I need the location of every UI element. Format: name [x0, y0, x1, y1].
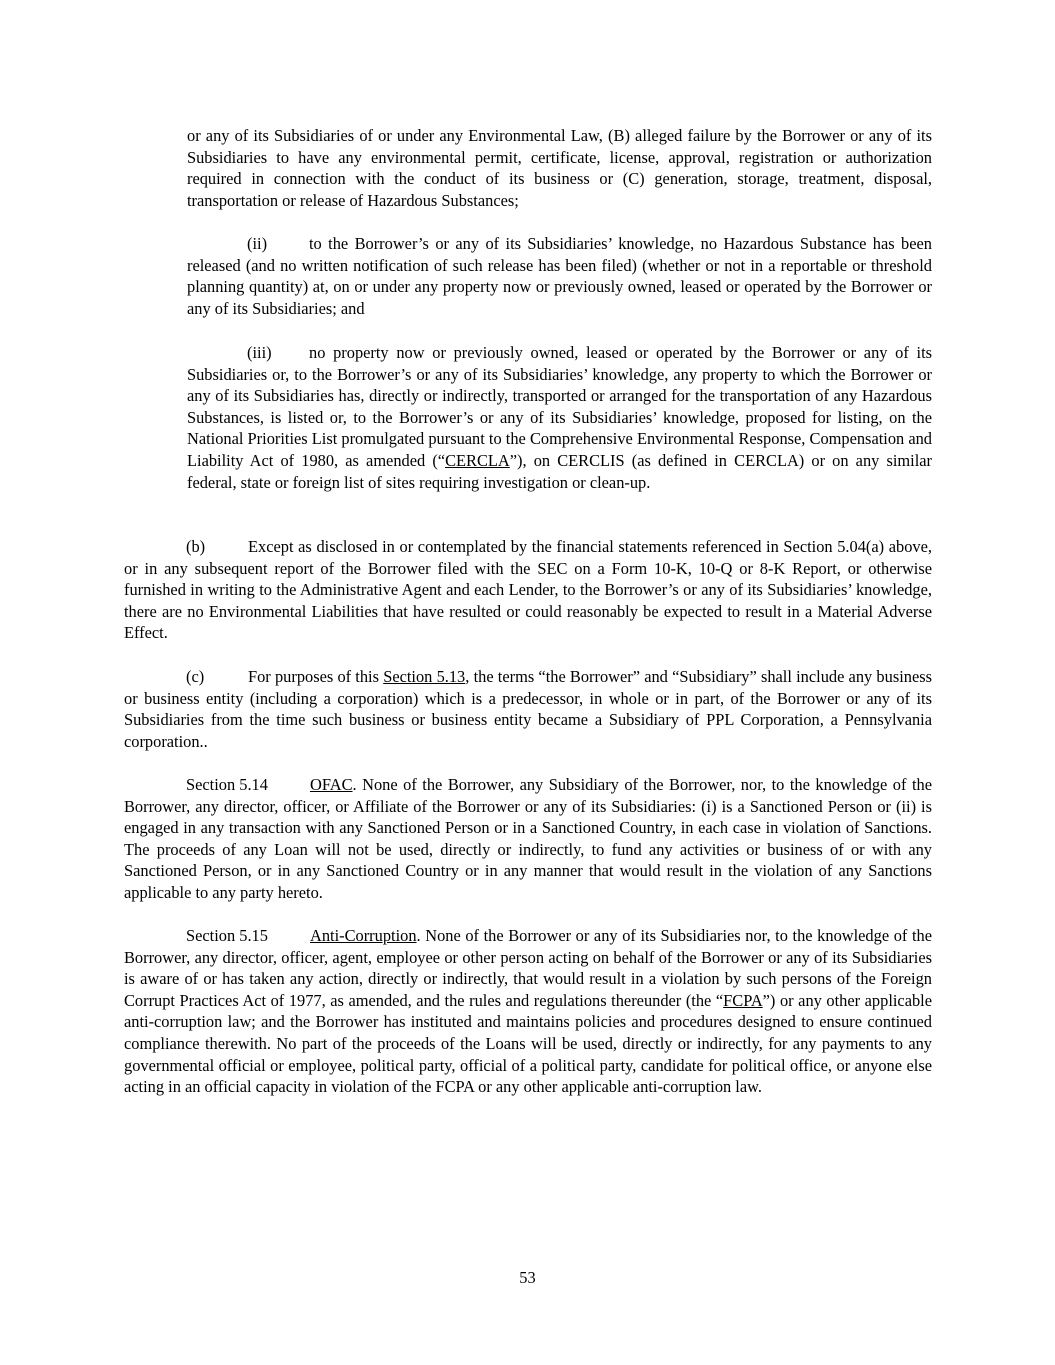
clause-ii-text: to the Borrower’s or any of its Subsidiaries’ knowledge, no Hazardous Substance has been released (and no written notification of such release has been filed) (whether or not in a reportable or threshold planning quantity) at, on or under any property now or previously owned, leased or operated by the Borrower or any of its Subsidiaries; and: [187, 234, 932, 318]
fcpa-defined-term: FCPA: [723, 990, 763, 1010]
section-5-14: [124, 774, 932, 904]
clause-iii-label: (iii): [247, 343, 272, 362]
section-5-15-text-before: . None of the Borrower or any of its Subsidiaries nor, to the knowledge of the Borrower, any director, officer, agent, employee or other person acting on behalf of the Borrower or any of its Subsidiaries is aware of or has taken any action, directly or indirectly, that would result in a violation by such persons of the Foreign Corrupt Practices Act of 1977, as amended, and the rules and regulations thereunder (the “: [124, 926, 932, 1010]
clause-b-label: (b): [186, 537, 206, 556]
clause-c: [124, 666, 932, 752]
page-number: 53: [519, 1268, 536, 1287]
section-5-15: [124, 925, 932, 1098]
section-5-15-heading: Anti-Corruption: [310, 926, 417, 945]
paragraph-continuation: [187, 125, 932, 211]
section-5-14-text: . None of the Borrower, any Subsidiary of the Borrower, nor, to the knowledge of the Borrower, any director, officer, or Affiliate of the Borrower or any of its Subsidiaries: (i) is a Sanctioned Person or (ii) is engaged in any transaction with any Sanctioned Person or in a Sanctioned Country, in each case in violation of Sanctions. The proceeds of any Loan will not be used, directly or indirectly, to fund any activities or business of or with any Sanctioned Person, or in any Sanctioned Country or in any manner that would result in the violation of any Sanctions applicable to any party hereto.: [124, 775, 932, 902]
clause-b: [124, 536, 932, 644]
clause-ii-label: (ii): [247, 234, 268, 253]
section-5-15-text-after: ”) or any other applicable anti-corruption law; and the Borrower has instituted and maintains policies and procedures designed to ensure continued compliance therewith. No part of the proceeds of the Loans will be used, directly or indirectly, for any payments to any governmental official or employee, political party, official of a political party, candidate for political office, or anyone else acting in an official capacity in violation of the FCPA or any other applicable anti-corruption law.: [124, 990, 932, 1097]
cercla-defined-term: CERCLA: [445, 450, 510, 470]
section-5-13-reference: Section 5.13: [383, 667, 466, 686]
clause-iii: [187, 342, 932, 493]
section-5-14-label: Section 5.14: [186, 775, 268, 794]
section-5-14-heading: OFAC: [310, 775, 353, 794]
paragraph-continuation-text: or any of its Subsidiaries of or under any Environmental Law, (B) alleged failure by the Borrower or any of its Subsidiaries to have any environmental permit, certificate, license, approval, registration or authorization required in connection with the conduct of its business or (C) generation, storage, treatment, disposal, transportation or release of Hazardous Substances;: [187, 126, 932, 210]
clause-iii-text-before: no property now or previously owned, leased or operated by the Borrower or any of its Subsidiaries or, to the Borrower’s or any of its Subsidiaries’ knowledge, any property to which the Borrower or any of its Subsidiaries has, directly or indirectly, transported or arranged for the transportation of any Hazardous Substances, is listed or, to the Borrower’s or any of its Subsidiaries’ knowledge, proposed for listing, on the National Priorities List promulgated pursuant to the Comprehensive Environmental Response, Compensation and Liability Act of 1980, as amended (“: [187, 343, 932, 470]
clause-iii-text-after: ”), on CERCLIS (as defined in CERCLA) or on any similar federal, state or foreign list of sites requiring investigation or clean-up.: [187, 450, 932, 492]
clause-c-label: (c): [186, 667, 205, 686]
clause-c-text-before: For purposes of this: [248, 667, 384, 686]
clause-c-text-after: , the terms “the Borrower” and “Subsidiary” shall include any business or business entity (including a corporation) which is a predecessor, in whole or in part, of the Borrower or any of its Subsidiaries from the time such business or business entity became a Subsidiary of PPL Corporation, a Pennsylvania corporation..: [124, 667, 932, 751]
clause-ii: [187, 233, 932, 319]
section-5-15-label: Section 5.15: [186, 926, 268, 945]
clause-b-text: Except as disclosed in or contemplated by the financial statements referenced in Section 5.04(a) above, or in any subsequent report of the Borrower filed with the SEC on a Form 10-K, 10-Q or 8-K Report, or otherwise furnished in writing to the Administrative Agent and each Lender, to the Borrower’s or any of its Subsidiaries’ knowledge, there are no Environmental Liabilities that have resulted or could reasonably be expected to result in a Material Adverse Effect.: [124, 537, 932, 643]
